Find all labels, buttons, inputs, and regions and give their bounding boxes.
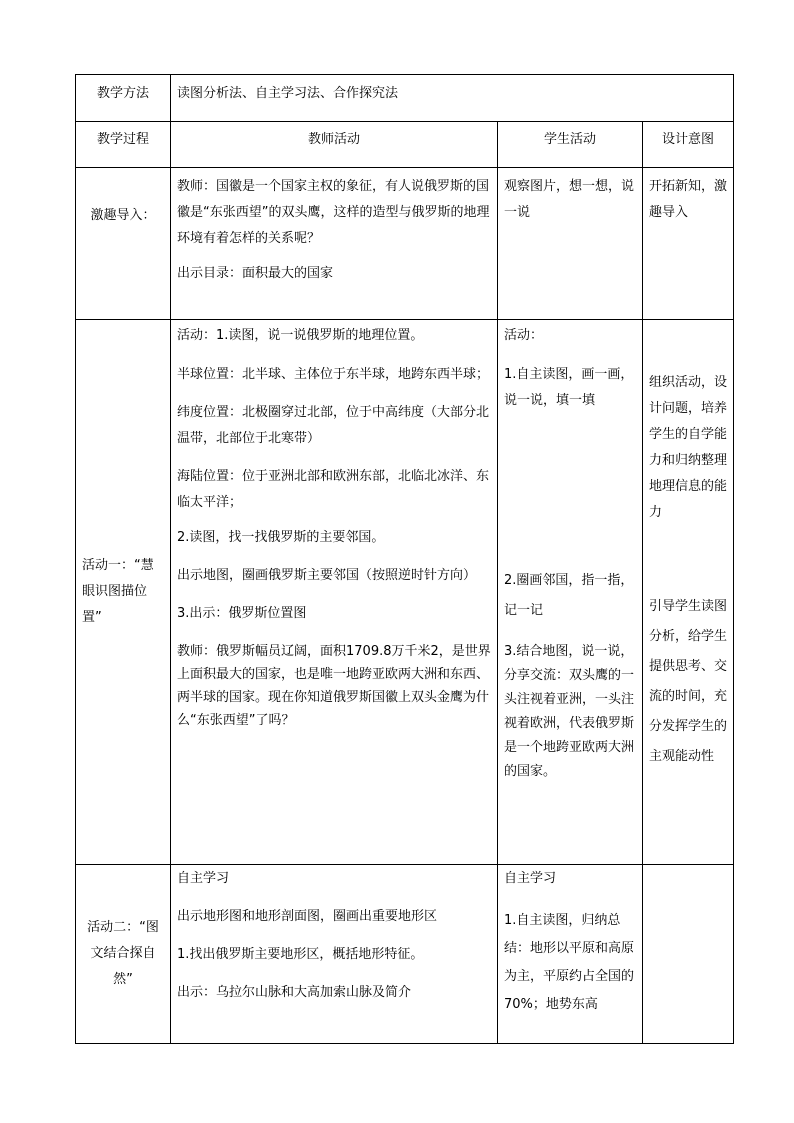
- method-row: [76, 75, 734, 122]
- activity1-teacher-1: 活动：1.读图，说一说俄罗斯的地理位置。: [177, 328, 424, 343]
- intro-intent: 开拓新知，激趣导入: [643, 168, 734, 320]
- activity2-teacher-3: 1.找出俄罗斯主要地形区，概括地形特征。: [177, 947, 424, 962]
- intro-label: 激趣导入：: [76, 168, 171, 320]
- header-teacher: 教师活动: [171, 122, 498, 168]
- activity1-teacher-4: 海陆位置：位于亚洲北部和欧洲东部，北临北冰洋、东临太平洋；: [177, 469, 490, 510]
- activity2-student-2: 1.自主读图，归纳总结：地形以平原和高原为主，平原约占全国的70%；地势东高: [504, 913, 635, 1012]
- method-value: 读图分析法、自主学习法、合作探究法: [171, 75, 734, 122]
- lesson-plan-table: [75, 74, 734, 1044]
- activity2-student-cell: [498, 865, 643, 1044]
- activity1-student-2: 1.自主读图，画一画，说一说，填一填: [504, 367, 634, 408]
- activity1-teacher-3: 纬度位置：北极圈穿过北部，位于中高纬度（大部分北温带，北部位于北寒带）: [177, 405, 490, 446]
- activity1-teacher-8: 教师：俄罗斯幅员辽阔，面积1709.8万千米2，是世界上面积最大的国家，也是唯一地跨亚欧两大洲和东西、两半球的国家。现在你知道俄罗斯国徽上双头金鹰为什么“东张西望”了吗？: [177, 644, 491, 728]
- activity2-teacher-4: 出示：乌拉尔山脉和大高加索山脉及简介: [177, 985, 412, 1000]
- activity1-row: [76, 320, 734, 865]
- intro-row: [76, 168, 734, 320]
- intro-teacher-catalog: 出示目录：面积最大的国家: [177, 266, 334, 281]
- activity1-teacher-2: 半球位置：北半球、主体位于东半球，地跨东西半球；: [177, 367, 490, 382]
- intro-student: 观察图片，想一想，说一说: [498, 168, 643, 320]
- activity1-student-1: 活动：: [504, 328, 544, 343]
- activity1-student-cell: [498, 320, 643, 865]
- activity2-teacher-2: 出示地形图和地形剖面图，圈画出重要地形区: [177, 909, 438, 924]
- activity2-intent: [643, 865, 734, 1044]
- activity1-intent-2: 引导学生读图分析，给学生提供思考、交流的时间，充分发挥学生的主观能动性: [649, 599, 728, 764]
- header-intent: 设计意图: [643, 122, 734, 168]
- activity2-teacher-cell: [171, 865, 498, 1044]
- activity1-teacher-7: 3.出示：俄罗斯位置图: [177, 606, 307, 621]
- activity1-intent-1: 组织活动，设计问题，培养学生的自学能力和归纳整理地理信息的能力: [649, 375, 728, 520]
- activity1-label: 活动一：“慧眼识图描位置”: [76, 320, 171, 865]
- activity1-intent-cell: [643, 320, 734, 865]
- header-student: 学生活动: [498, 122, 643, 168]
- activity1-teacher-6: 出示地图，圈画俄罗斯主要邻国（按照逆时针方向）: [177, 568, 477, 583]
- header-process: 教学过程: [76, 122, 171, 168]
- method-label: 教学方法: [76, 75, 171, 122]
- activity1-student-4: 3.结合地图，说一说，分享交流：双头鹰的一头注视着亚洲，一头注视着欧洲，代表俄罗斯是一个地跨亚欧两大洲的国家。: [504, 644, 635, 779]
- intro-teacher-cell: [171, 168, 498, 320]
- activity2-teacher-1: 自主学习: [177, 871, 230, 886]
- activity2-label: 活动二：“图文结合探自然”: [76, 865, 171, 1044]
- activity1-student-3: 2.圈画邻国，指一指，记一记: [504, 573, 634, 618]
- header-row: [76, 122, 734, 168]
- activity1-teacher-5: 2.读图，找一找俄罗斯的主要邻国。: [177, 530, 385, 545]
- activity2-student-1: 自主学习: [504, 871, 557, 886]
- intro-teacher-text: 教师：国徽是一个国家主权的象征，有人说俄罗斯的国徽是“东张西望”的双头鹰，这样的造型与俄罗斯的地理环境有着怎样的关系呢？: [177, 179, 490, 246]
- activity2-row: [76, 865, 734, 1044]
- activity1-teacher-cell: [171, 320, 498, 865]
